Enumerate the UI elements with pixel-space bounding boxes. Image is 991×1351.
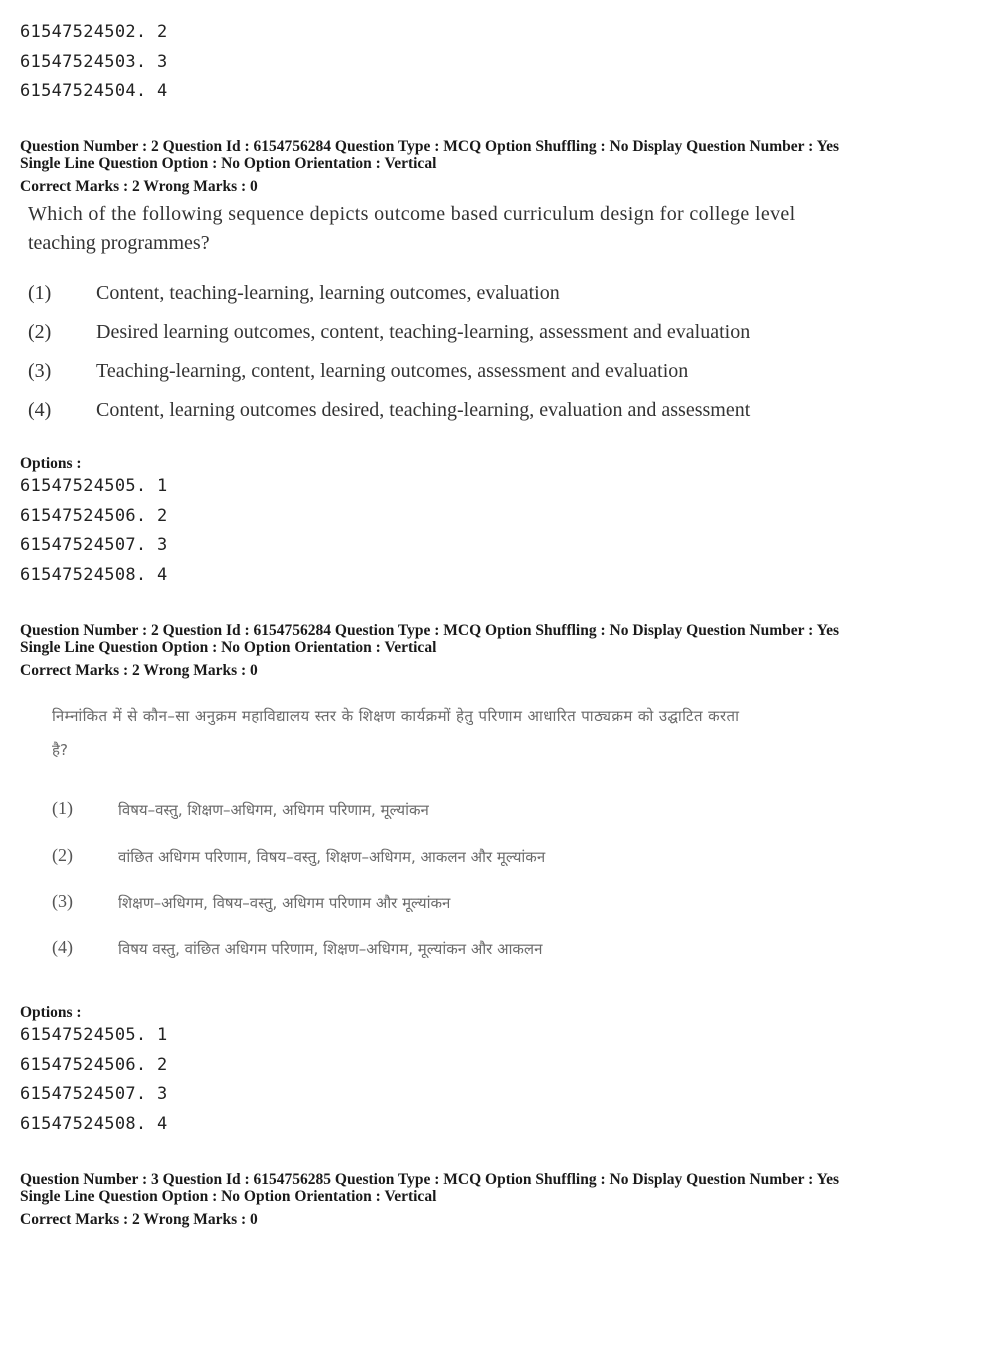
choice-text: शिक्षण–अधिगम, विषय–वस्तु, अधिगम परिणाम और मूल्यांकन <box>118 894 451 912</box>
option-id-line: 61547524508. 4 <box>20 564 168 585</box>
option-id-line: 61547524506. 2 <box>20 505 168 526</box>
q2-en-options-list <box>20 472 168 590</box>
choice-number: (4) <box>52 937 73 957</box>
question-meta-line: Single Line Question Option : No Option Orientation : Vertical <box>20 1188 437 1205</box>
marks-line: Correct Marks : 2 Wrong Marks : 0 <box>20 178 258 195</box>
options-label: Options : <box>20 455 82 472</box>
question-text-line: निम्नांकित में से कौन–सा अनुक्रम महाविद्यालय स्तर के शिक्षण कार्यक्रमों हेतु परिणाम आधारित पाठ्यक्रम को उद्घाटित करता <box>52 707 740 725</box>
option-id-line: 61547524505. 1 <box>20 476 168 496</box>
choice-number: (1) <box>28 282 52 304</box>
question-text-line: Which of the following sequence depicts outcome based curriculum design for college level <box>28 203 796 225</box>
choice-number: (3) <box>52 891 73 911</box>
choice-number: (2) <box>28 321 52 343</box>
option-id-line: 61547524506. 2 <box>20 1054 168 1075</box>
choice-text: Content, learning outcomes desired, teaching-learning, evaluation and assessment <box>96 399 751 421</box>
choice-text: वांछित अधिगम परिणाम, विषय–वस्तु, शिक्षण–अधिगम, आकलन और मूल्यांकन <box>118 848 546 866</box>
q3-meta <box>20 1171 839 1228</box>
option-id-line: 61547524505. 1 <box>20 1025 168 1045</box>
option-id-line: 61547524507. 3 <box>20 1084 168 1104</box>
question-meta-line: Question Number : 3 Question Id : 6154756285 Question Type : MCQ Option Shuffling : No Display Question Number : Yes <box>20 1171 840 1188</box>
choice-text: Teaching-learning, content, learning outcomes, assessment and evaluation <box>96 360 689 382</box>
option-id-line: 61547524507. 3 <box>20 535 168 555</box>
q2-hi-meta <box>20 622 839 679</box>
option-id-line: 61547524502. 2 <box>20 22 168 42</box>
marks-line: Correct Marks : 2 Wrong Marks : 0 <box>20 1211 258 1228</box>
marks-line: Correct Marks : 2 Wrong Marks : 0 <box>20 662 258 679</box>
choice-text: Content, teaching-learning, learning outcomes, evaluation <box>96 282 560 304</box>
question-text-line: teaching programmes? <box>28 232 210 254</box>
choice-number: (3) <box>28 360 52 382</box>
q2-en-question <box>28 200 928 258</box>
question-meta-line: Single Line Question Option : No Option Orientation : Vertical <box>20 155 437 172</box>
question-meta-line: Question Number : 2 Question Id : 6154756284 Question Type : MCQ Option Shuffling : No Display Question Number : Yes <box>20 138 840 155</box>
choice-number: (4) <box>28 399 52 421</box>
option-id-line: 61547524503. 3 <box>20 51 168 72</box>
q2-hi-question <box>52 706 952 760</box>
q2-hi-options-list <box>20 1021 168 1139</box>
question-text-line: है? <box>52 741 68 759</box>
choice-text: विषय–वस्तु, शिक्षण–अधिगम, अधिगम परिणाम, मूल्यांकन <box>118 801 429 819</box>
option-id-line: 61547524508. 4 <box>20 1113 168 1134</box>
options-label: Options : <box>20 1004 82 1021</box>
choice-number: (1) <box>52 798 73 818</box>
choice-number: (2) <box>52 845 73 865</box>
question-meta-line: Question Number : 2 Question Id : 6154756284 Question Type : MCQ Option Shuffling : No Display Question Number : Yes <box>20 622 840 639</box>
choice-text: Desired learning outcomes, content, teaching-learning, assessment and evaluation <box>96 321 751 343</box>
q2-en-meta <box>20 138 839 195</box>
option-id-line: 61547524504. 4 <box>20 81 168 101</box>
top-options-list <box>20 18 168 107</box>
choice-text: विषय वस्तु, वांछित अधिगम परिणाम, शिक्षण–अधिगम, मूल्यांकन और आकलन <box>118 940 543 958</box>
question-meta-line: Single Line Question Option : No Option Orientation : Vertical <box>20 639 437 656</box>
